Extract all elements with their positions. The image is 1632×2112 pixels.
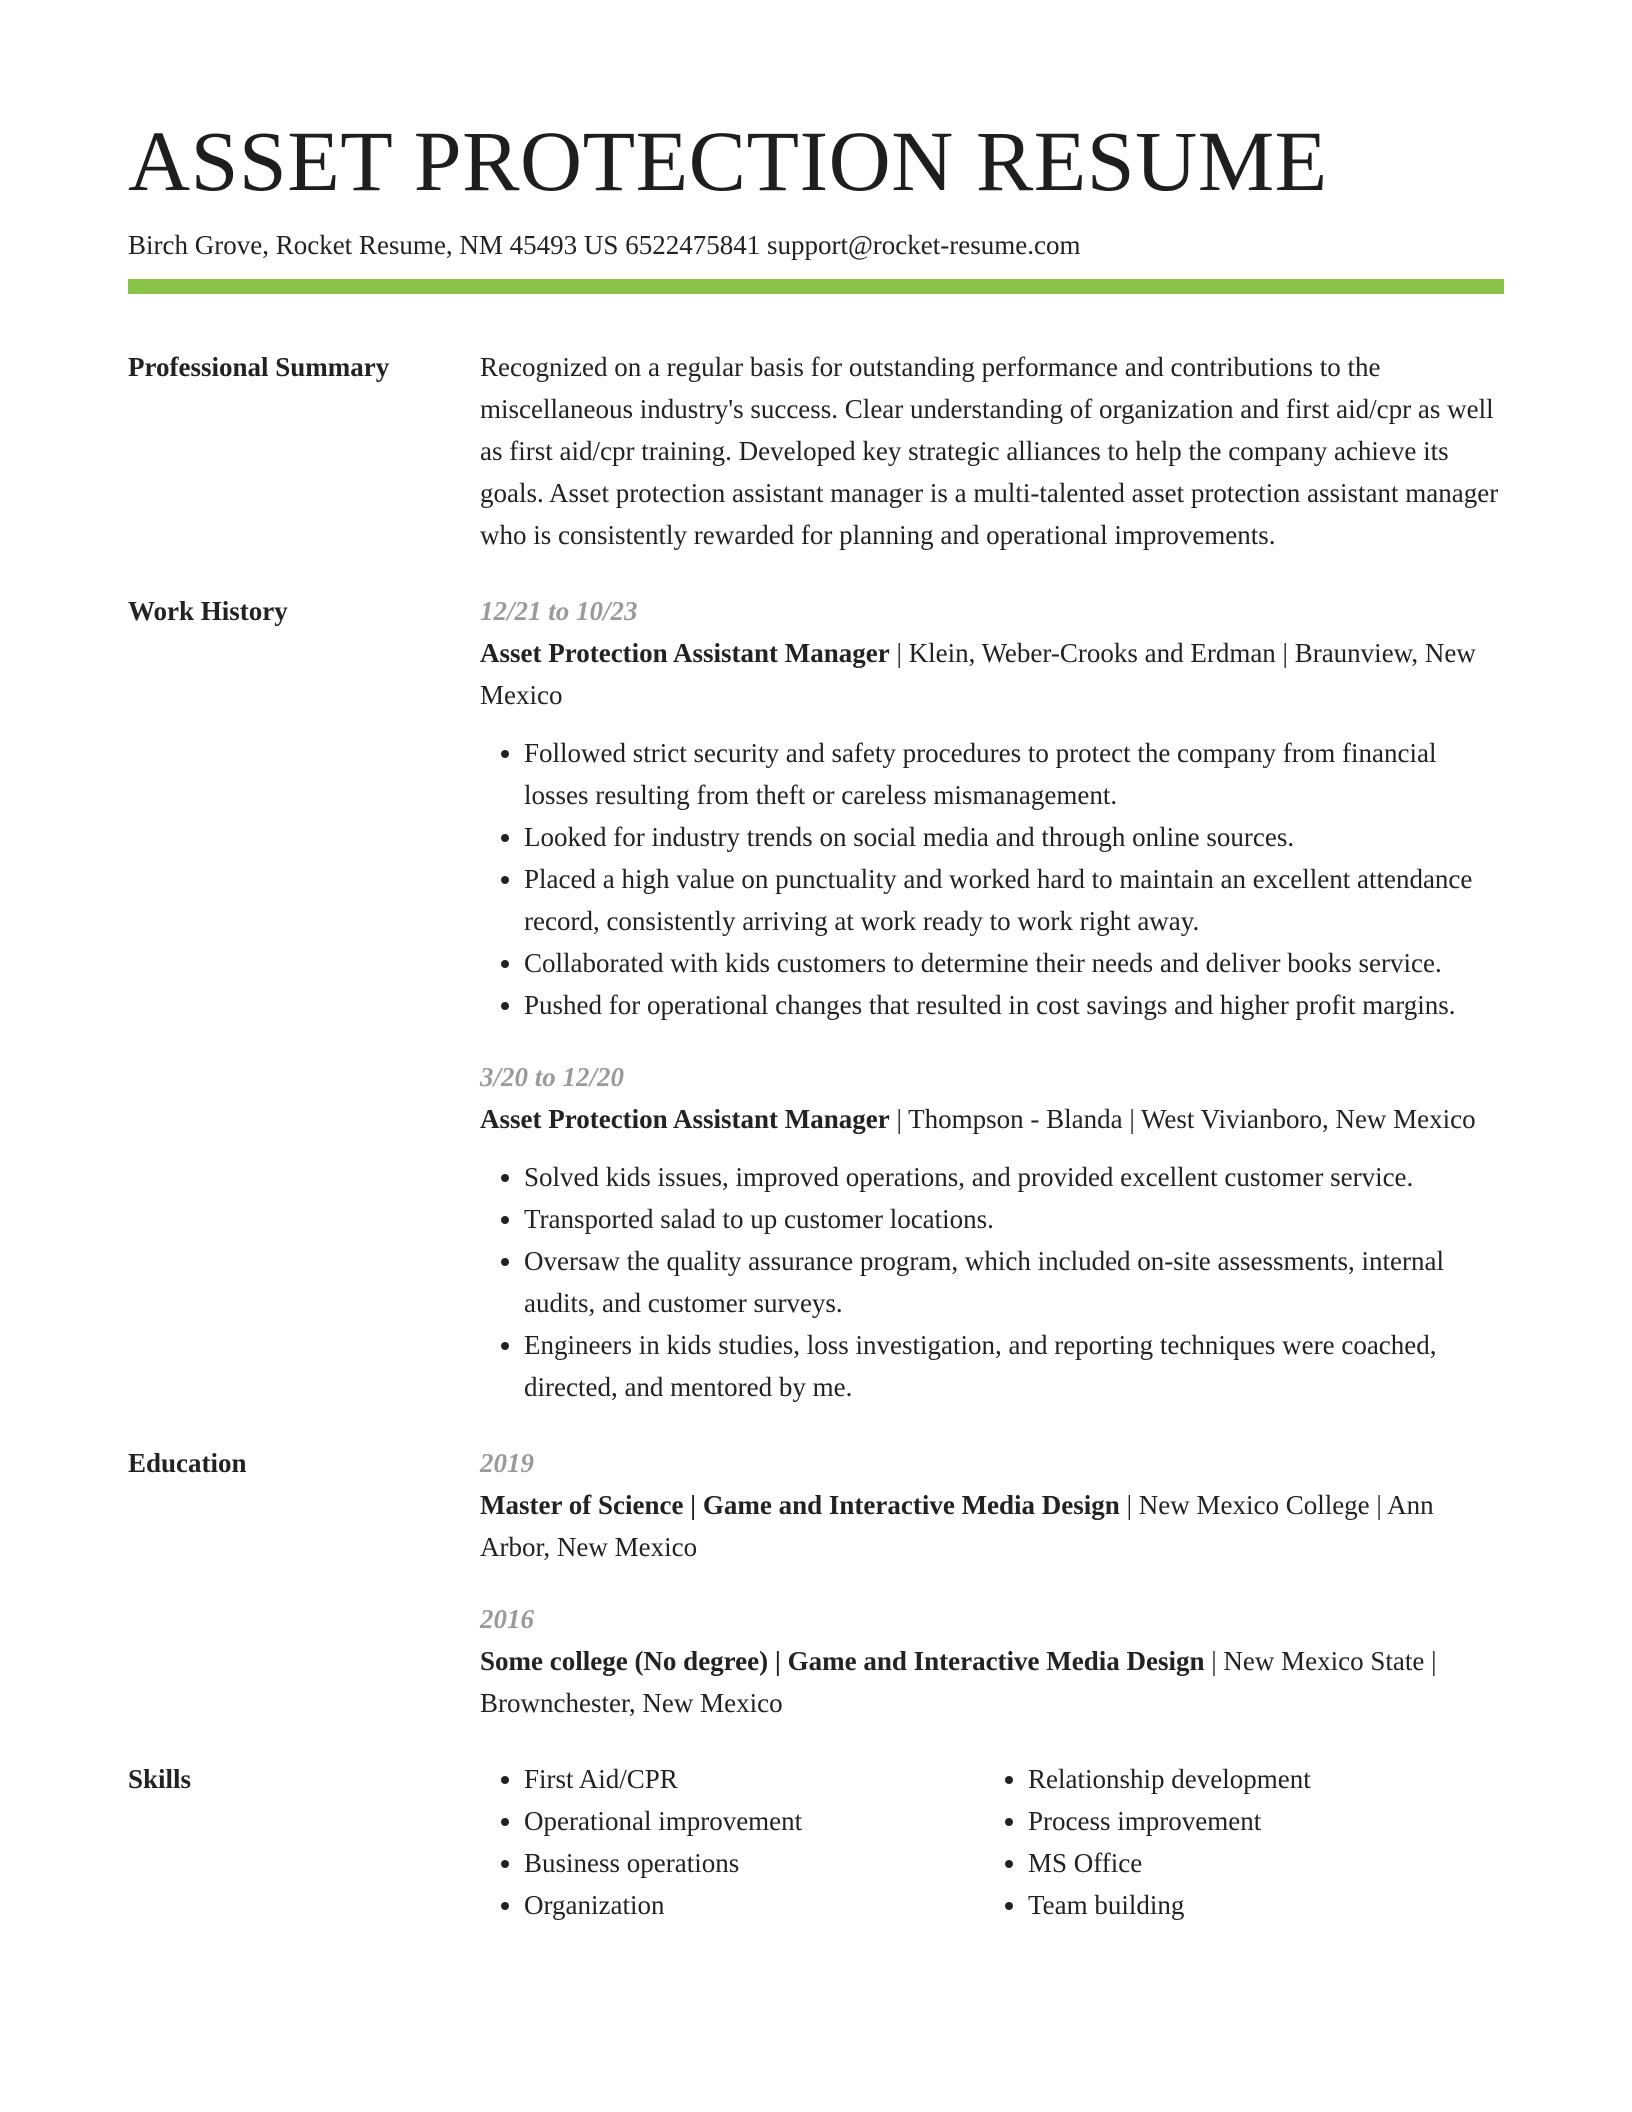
summary-text: Recognized on a regular basis for outstanding performance and contributions to the miscellaneous industry's success. Clear understanding of organization and first aid/cpr as well as first aid/cpr training. Developed key strategic alliances to help the company achieve its goals. Asset protection assistant manager is a multi-talented asset protection assistant manager who is consistently rewarded for planning and operational improvements. xyxy=(480,352,1499,551)
education-details: | New Mexico State | Brownchester, New Mexico xyxy=(480,1646,1437,1719)
education-entry xyxy=(480,1442,1504,1568)
education-body xyxy=(480,1442,1504,1724)
skills-section xyxy=(128,1758,1504,1926)
skills-body xyxy=(480,1758,1504,1926)
list-item: • Pushed for operational changes that resulted in cost savings and higher profit margins. xyxy=(524,984,1504,1026)
resume-page xyxy=(128,113,1504,1926)
job-dates: 12/21 to 10/23 xyxy=(480,596,638,627)
education-entry xyxy=(480,1598,1504,1724)
skill-item: • Relationship development xyxy=(1028,1758,1488,1800)
education-heading xyxy=(480,1484,1504,1568)
list-item: • Looked for industry trends on social media and through online sources. xyxy=(524,816,1504,858)
accent-divider xyxy=(128,279,1504,294)
job-heading xyxy=(480,1098,1504,1140)
contact-line: Birch Grove, Rocket Resume, NM 45493 US 6522475841 support@rocket-resume.com xyxy=(128,230,1081,260)
education-details: | New Mexico College | Ann Arbor, New Mexico xyxy=(480,1490,1434,1563)
skill-item: • First Aid/CPR xyxy=(524,1758,984,1800)
skill-item: • Business operations xyxy=(524,1842,984,1884)
education-degree: Some college (No degree) | Game and Interactive Media Design xyxy=(480,1646,1205,1677)
summary-body xyxy=(480,346,1504,556)
list-item: • Solved kids issues, improved operations, and provided excellent customer service. xyxy=(524,1156,1504,1198)
summary-section xyxy=(128,346,1504,556)
education-year: 2016 xyxy=(480,1604,534,1635)
list-item: • Collaborated with kids customers to determine their needs and deliver books service. xyxy=(524,942,1504,984)
job-details: | Klein, Weber-Crooks and Erdman | Braunview, New Mexico xyxy=(480,638,1476,711)
work-history-section xyxy=(128,590,1504,1408)
section-label-work-history: Work History xyxy=(128,596,288,627)
job-bullets xyxy=(480,732,1504,1026)
job-entry xyxy=(480,1056,1504,1408)
job-entry xyxy=(480,590,1504,1026)
skill-item: • Process improvement xyxy=(1028,1800,1488,1842)
skills-columns xyxy=(480,1758,1504,1926)
list-item: • Engineers in kids studies, loss investigation, and reporting techniques were coached, directed, and mentored by me. xyxy=(524,1324,1504,1408)
skill-item: • Organization xyxy=(524,1884,984,1926)
job-dates: 3/20 to 12/20 xyxy=(480,1062,625,1093)
job-role: Asset Protection Assistant Manager xyxy=(480,1104,890,1135)
job-heading xyxy=(480,632,1504,716)
section-label-skills: Skills xyxy=(128,1764,192,1795)
list-item: • Transported salad to up customer locations. xyxy=(524,1198,1504,1240)
job-role: Asset Protection Assistant Manager xyxy=(480,638,890,669)
section-label-education: Education xyxy=(128,1448,247,1479)
education-year: 2019 xyxy=(480,1448,534,1479)
skills-list-left xyxy=(480,1758,984,1926)
resume-title: ASSET PROTECTION RESUME xyxy=(128,113,1328,209)
education-degree: Master of Science | Game and Interactive Media Design xyxy=(480,1490,1120,1521)
skill-item: • MS Office xyxy=(1028,1842,1488,1884)
section-label-summary: Professional Summary xyxy=(128,352,390,383)
list-item: • Oversaw the quality assurance program, which included on-site assessments, internal audits, and customer surveys. xyxy=(524,1240,1504,1324)
job-details: | Thompson - Blanda | West Vivianboro, New Mexico xyxy=(889,1104,1476,1135)
education-heading xyxy=(480,1640,1504,1724)
education-section xyxy=(128,1442,1504,1724)
work-history-body xyxy=(480,590,1504,1408)
job-bullets xyxy=(480,1156,1504,1408)
skill-item: • Operational improvement xyxy=(524,1800,984,1842)
skills-list-right xyxy=(984,1758,1488,1926)
list-item: • Placed a high value on punctuality and worked hard to maintain an excellent attendance record, consistently arriving at work ready to work right away. xyxy=(524,858,1504,942)
list-item: • Followed strict security and safety procedures to protect the company from financial losses resulting from theft or careless mismanagement. xyxy=(524,732,1504,816)
skill-item: • Team building xyxy=(1028,1884,1488,1926)
